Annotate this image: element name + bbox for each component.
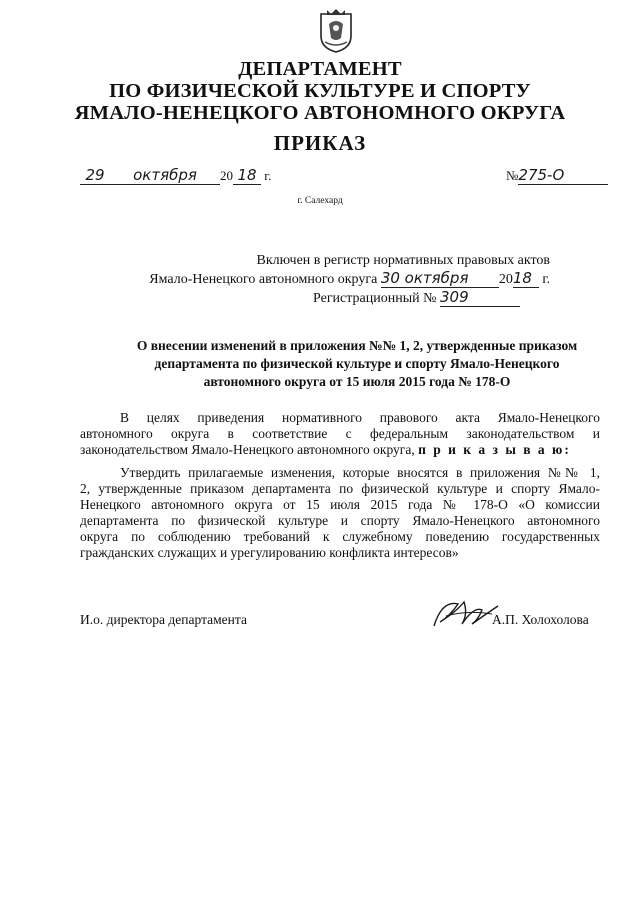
org-line-3: ЯМАЛО-НЕНЕЦКОГО АВТОНОМНОГО ОКРУГА	[74, 102, 566, 124]
preamble-line-1: В целях приведения нормативного правового акта Ямало-Ненецкого	[120, 410, 600, 425]
preamble-paragraph	[80, 410, 600, 458]
registration-number-label: Регистрационный №	[313, 291, 437, 306]
date-day: 29	[85, 166, 105, 184]
date-year-prefix: 20	[220, 168, 233, 183]
order-line-2: 2, утвержденные приказом департамента по физической культуре и спорту Ямало-	[80, 481, 600, 496]
order-line-5: округа по соблюдению требований к служебному поведению государственных	[80, 529, 600, 544]
order-line-3: Ненецкого автономного округа от 15 июля 2015 года № 178-О «О комиссии	[80, 497, 600, 512]
order-line-1: Утвердить прилагаемые изменения, которые вносятся в приложения №№ 1,	[120, 465, 600, 480]
registration-region: Ямало-Ненецкого автономного округа	[149, 272, 378, 287]
signatory-name: А.П. Холохолова	[492, 612, 589, 627]
order-number	[506, 166, 608, 185]
order-line-6: гражданских служащих и урегулированию конфликта интересов»	[80, 545, 459, 560]
order-paragraph	[80, 465, 600, 561]
order-subject	[104, 337, 610, 391]
order-number-label: №	[506, 168, 519, 183]
order-line-4: департамента по физической культуре и спорту Ямало-Ненецкого автономного	[80, 513, 600, 528]
registration-year-prefix: 20	[498, 272, 513, 287]
subject-line-2: департамента по физической культуре и спорту Ямало-Ненецкого	[154, 356, 560, 371]
city: г. Салехард	[297, 196, 343, 206]
preamble-line-2: автономного округа в соответствие с федеральным законодательством и	[80, 426, 600, 441]
date-month: октября	[133, 166, 197, 184]
subject-line-3: автономного округа от 15 июля 2015 года № 178-О	[203, 374, 511, 389]
org-line-1: ДЕПАРТАМЕНТ	[238, 58, 402, 80]
order-date	[80, 166, 271, 185]
registration-year-unit: г.	[542, 272, 550, 287]
date-year-suffix: 18	[237, 166, 257, 184]
order-number-value: 275-О	[518, 166, 565, 184]
order-directive: п р и к а з ы в а ю:	[418, 442, 571, 457]
registration-year: 18	[512, 269, 532, 287]
preamble-line-3-text: законодательством Ямало-Ненецкого автономного округа,	[80, 442, 415, 457]
signatory-position: И.о. директора департамента	[80, 612, 247, 627]
registration-stamp	[149, 252, 550, 308]
registration-line-2	[149, 270, 550, 289]
org-line-2: ПО ФИЗИЧЕСКОЙ КУЛЬТУРЕ И СПОРТУ	[109, 80, 531, 102]
registration-line-1: Включен в регистр нормативных правовых актов	[256, 253, 550, 268]
document-type-title: ПРИКАЗ	[273, 131, 367, 155]
organization-title	[0, 58, 640, 124]
registration-line-3	[149, 289, 550, 308]
date-year-unit: г.	[264, 168, 272, 183]
coat-of-arms-icon	[317, 8, 355, 54]
registration-number: 309	[440, 288, 469, 306]
subject-line-1: О внесении изменений в приложения №№ 1, 2, утвержденные приказом	[136, 338, 578, 353]
registration-date: 30 октября	[380, 269, 469, 287]
preamble-line-3	[80, 442, 600, 458]
